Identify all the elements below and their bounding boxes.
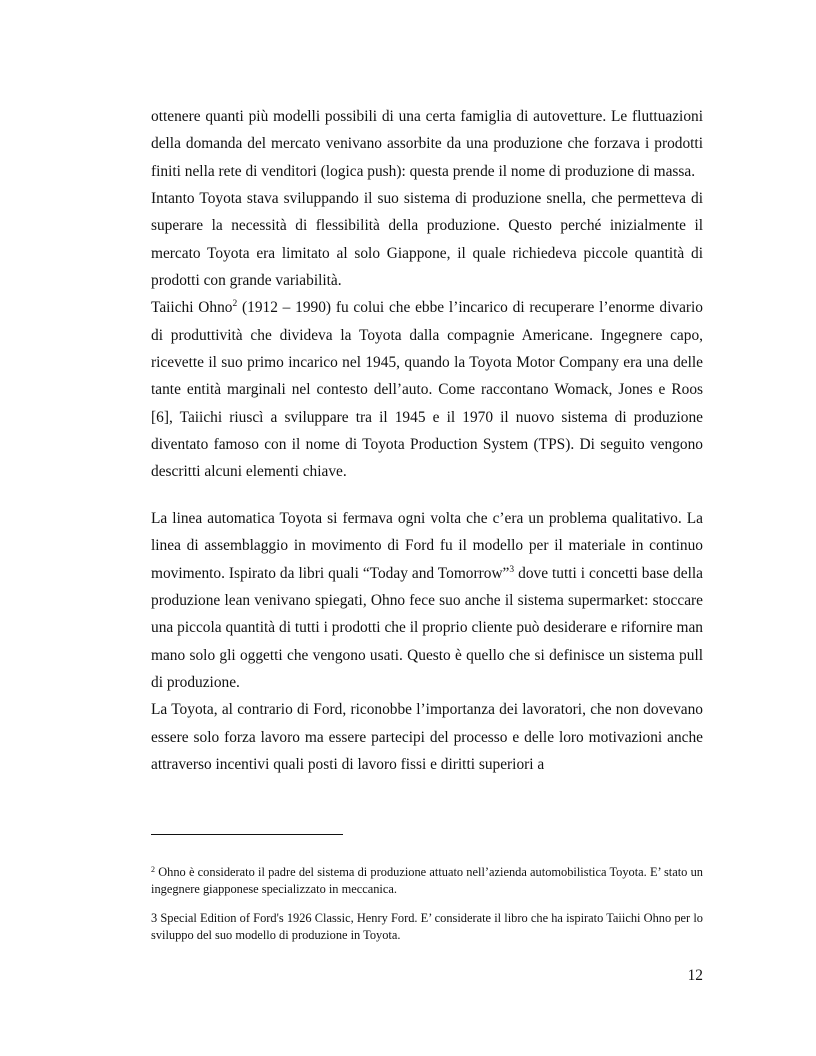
paragraph-taiichi-rest: (1912 – 1990) fu colui che ebbe l’incarico di recuperare l’enorme divario di produttività che divideva la Toyota dalla compagnie Americane. Ingegnere capo, ricevette il suo primo incarico nel 1945, quando la Toyota Motor Company era una delle tante entità marginali nel contesto dell’auto. Come raccontano Womack, Jones e Roos [6], Taiichi riuscì a sviluppare tra il 1945 e il 1970 il nuovo sistema di produzione diventato famoso con il nome di Toyota Production System (TPS). Di seguito vengono descritti alcuni elementi chiave. — [151, 299, 703, 481]
footnote-2 — [151, 864, 703, 898]
paragraph-toyota-line — [151, 505, 703, 696]
paragraph-taiichi-ohno — [151, 294, 703, 485]
footnote-ref-3[interactable]: 3 — [509, 564, 515, 575]
footnote-2-text: Ohno è considerato il padre del sistema di produzione attuato nell’azienda automobilistica Toyota. E’ stato un ingegnere giapponese specializzato in meccanica. — [151, 865, 703, 896]
page-number: 12 — [687, 967, 703, 984]
paragraph-toyota-lean: Intanto Toyota stava sviluppando il suo sistema di produzione snella, che permetteva di superare la necessità di flessibilità della produzione. Questo perché inizialmente il mercato Toyota era limitato al solo Giappone, il quale richiedeva piccole quantità di prodotti con grande variabilità. — [151, 190, 703, 290]
footnote-ref-2[interactable]: 2 — [232, 299, 238, 310]
paragraph-toyota-line-rest: dove tutti i concetti base della produzione lean venivano spiegati, Ohno fece suo anche il sistema supermarket: stoccare una piccola quantità di tutti i prodotti che il proprio cliente può desiderare e rifornire man mano solo gli oggetti che vengono usati. Questo è quello che si definisce un sistema pull di produzione. — [151, 564, 703, 691]
footnote-2-marker: 2 — [151, 865, 155, 874]
footnote-3: 3 Special Edition of Ford's 1926 Classic, Henry Ford. E’ considerate il libro che ha ispirato Taiichi Ohno per lo sviluppo del suo modello di produzione in Toyota. — [151, 911, 703, 942]
paragraph-toyota-workers: La Toyota, al contrario di Ford, riconobbe l’importanza dei lavoratori, che non dovevano essere solo forza lavoro ma essere partecipi del processo e delle loro motivazioni anche attraverso incentivi quali posti di lavoro fissi e diritti superiori a — [151, 701, 703, 773]
footnotes — [151, 864, 703, 956]
paragraph-mass-production: ottenere quanti più modelli possibili di una certa famiglia di autovetture. Le fluttuazioni della domanda del mercato venivano assorbite da una produzione che forzava i prodotti finiti nella rete di venditori (logica push): questa prende il nome di produzione di massa. — [151, 108, 703, 180]
footnote-separator — [151, 834, 343, 835]
paragraph-toyota-line-start: La linea automatica Toyota si fermava ogni volta che c’era un problema qualitativo. La linea di assemblaggio in movimento di Ford fu il modello per il materiale in continuo movimento. Ispirato da libri quali “Today and Tomorrow” — [151, 509, 703, 582]
page-body — [151, 103, 703, 778]
paragraph-taiichi-start: Taiichi Ohno — [151, 299, 233, 317]
paragraph-gap — [151, 486, 703, 505]
